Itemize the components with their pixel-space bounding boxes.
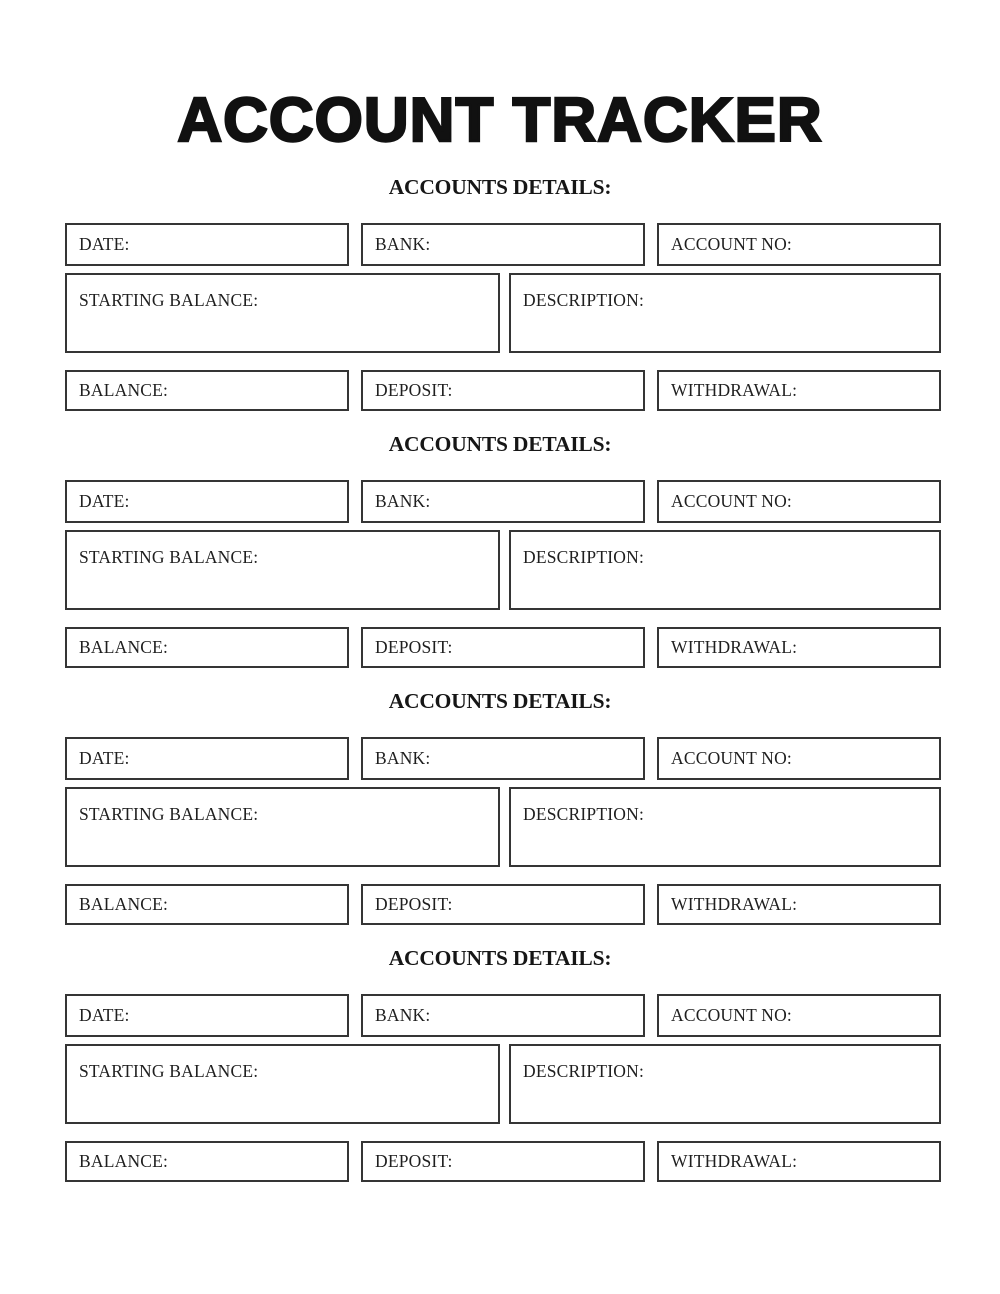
field-row <box>65 530 941 610</box>
field-row <box>65 370 941 411</box>
date-field[interactable] <box>65 737 349 780</box>
account-no-field[interactable] <box>657 480 941 523</box>
field-row <box>65 627 941 668</box>
account-no-field[interactable] <box>657 994 941 1037</box>
field-row <box>65 1044 941 1124</box>
field-label: BANK: <box>375 491 431 511</box>
field-label: WITHDRAWAL: <box>671 380 798 400</box>
description-field[interactable] <box>509 530 941 610</box>
withdrawal-field[interactable] <box>657 1141 941 1182</box>
field-row <box>65 994 941 1037</box>
field-label: DESCRIPTION: <box>523 547 645 567</box>
field-row <box>65 480 941 523</box>
field-label: ACCOUNT NO: <box>671 491 792 511</box>
account-section <box>0 690 1000 925</box>
date-field[interactable] <box>65 994 349 1037</box>
page-title: ACCOUNT TRACKER <box>177 86 823 155</box>
deposit-field[interactable] <box>361 627 645 668</box>
field-label: ACCOUNT NO: <box>671 748 792 768</box>
deposit-field[interactable] <box>361 1141 645 1182</box>
description-field[interactable] <box>509 1044 941 1124</box>
starting-balance-field[interactable] <box>65 530 500 610</box>
field-row <box>65 737 941 780</box>
field-row <box>65 884 941 925</box>
field-label: DEPOSIT: <box>375 894 453 914</box>
field-label: DEPOSIT: <box>375 1151 453 1171</box>
field-row <box>65 787 941 867</box>
field-row <box>65 1141 941 1182</box>
field-label: DATE: <box>79 748 130 768</box>
field-label: WITHDRAWAL: <box>671 1151 798 1171</box>
field-label: BALANCE: <box>79 894 169 914</box>
field-label: DATE: <box>79 1005 130 1025</box>
field-label: DATE: <box>79 491 130 511</box>
balance-field[interactable] <box>65 1141 349 1182</box>
date-field[interactable] <box>65 480 349 523</box>
balance-field[interactable] <box>65 627 349 668</box>
starting-balance-field[interactable] <box>65 273 500 353</box>
bank-field[interactable] <box>361 994 645 1037</box>
bank-field[interactable] <box>361 480 645 523</box>
field-label: WITHDRAWAL: <box>671 637 798 657</box>
description-field[interactable] <box>509 787 941 867</box>
field-label: ACCOUNT NO: <box>671 1005 792 1025</box>
balance-field[interactable] <box>65 370 349 411</box>
account-section <box>0 433 1000 668</box>
bank-field[interactable] <box>361 223 645 266</box>
field-label: STARTING BALANCE: <box>79 547 259 567</box>
account-no-field[interactable] <box>657 737 941 780</box>
field-row <box>65 273 941 353</box>
account-section <box>0 176 1000 411</box>
date-field[interactable] <box>65 223 349 266</box>
field-label: ACCOUNT NO: <box>671 234 792 254</box>
field-label: DESCRIPTION: <box>523 290 645 310</box>
field-label: BALANCE: <box>79 380 169 400</box>
field-label: BANK: <box>375 234 431 254</box>
withdrawal-field[interactable] <box>657 370 941 411</box>
field-label: DATE: <box>79 234 130 254</box>
field-label: STARTING BALANCE: <box>79 1061 259 1081</box>
field-label: BALANCE: <box>79 1151 169 1171</box>
field-label: BANK: <box>375 748 431 768</box>
field-row <box>65 223 941 266</box>
account-no-field[interactable] <box>657 223 941 266</box>
field-label: BALANCE: <box>79 637 169 657</box>
description-field[interactable] <box>509 273 941 353</box>
withdrawal-field[interactable] <box>657 627 941 668</box>
field-label: DESCRIPTION: <box>523 804 645 824</box>
section-heading: ACCOUNTS DETAILS: <box>388 689 612 713</box>
field-label: WITHDRAWAL: <box>671 894 798 914</box>
field-label: DESCRIPTION: <box>523 1061 645 1081</box>
section-heading: ACCOUNTS DETAILS: <box>388 946 612 970</box>
field-label: STARTING BALANCE: <box>79 290 259 310</box>
field-label: DEPOSIT: <box>375 637 453 657</box>
section-heading: ACCOUNTS DETAILS: <box>388 175 612 199</box>
bank-field[interactable] <box>361 737 645 780</box>
starting-balance-field[interactable] <box>65 787 500 867</box>
account-section <box>0 947 1000 1182</box>
deposit-field[interactable] <box>361 884 645 925</box>
section-heading: ACCOUNTS DETAILS: <box>388 432 612 456</box>
field-label: DEPOSIT: <box>375 380 453 400</box>
balance-field[interactable] <box>65 884 349 925</box>
deposit-field[interactable] <box>361 370 645 411</box>
withdrawal-field[interactable] <box>657 884 941 925</box>
starting-balance-field[interactable] <box>65 1044 500 1124</box>
field-label: BANK: <box>375 1005 431 1025</box>
field-label: STARTING BALANCE: <box>79 804 259 824</box>
